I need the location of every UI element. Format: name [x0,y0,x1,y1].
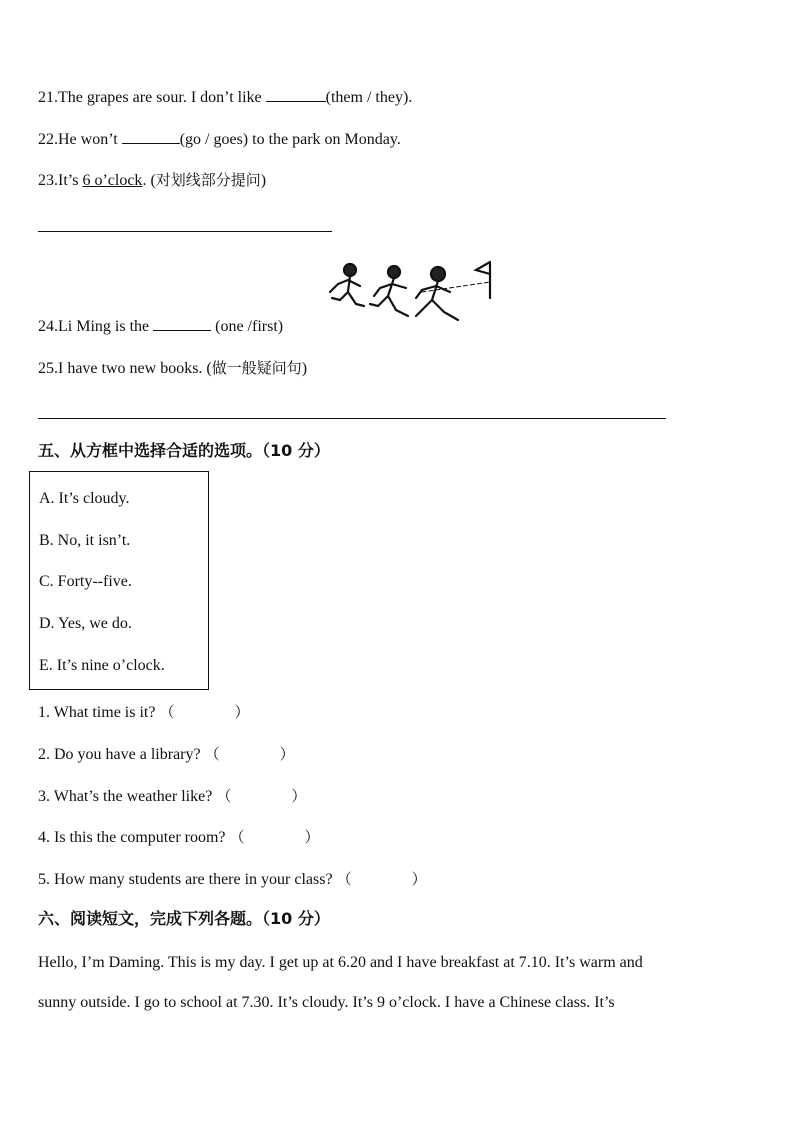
instruction: 做一般疑问句 [211,359,302,377]
question-number: 25. [38,360,58,377]
question-choices: (go / goes) to the park on Monday. [179,131,401,148]
question-number: 23. [38,172,58,189]
question-text: 3. What’s the weather like? [38,788,213,805]
match-question-3 [38,786,306,807]
underlined-phrase: 6 o’clock [82,172,143,189]
question-text: 1. What time is it? [38,704,156,721]
section-6-heading: 六、阅读短文，完成下列各题。（10 分） [38,909,330,928]
question-24 [38,316,283,337]
question-text: I have two new books. ( [58,360,212,377]
answer-parentheses[interactable]: （ ） [204,745,295,763]
answer-line-23[interactable] [38,231,332,232]
question-prefix: It’s [58,172,83,189]
running-race-illustration [324,258,502,334]
question-text: 2. Do you have a library? [38,746,201,763]
section-5-heading: 五、从方框中选择合适的选项。（10 分） [38,441,330,460]
instruction: 对划线部分提问 [155,171,261,189]
question-21 [38,87,412,108]
match-question-1 [38,702,249,723]
question-22 [38,129,401,150]
match-question-2 [38,744,295,765]
option-b: B. No, it isn’t. [39,532,131,549]
option-d: D. Yes, we do. [39,615,132,632]
question-25 [38,358,307,379]
question-text: The grapes are sour. I don’t like [58,89,266,106]
question-choices: (one /first) [211,318,284,335]
question-choices: (them / they). [325,89,413,106]
answer-blank[interactable] [153,316,211,331]
close-paren: ) [260,172,267,189]
answer-line-25[interactable] [38,418,666,419]
passage-line-2: sunny outside. I go to school at 7.30. It’s cloudy. It’s 9 o’clock. I have a Chinese class. It’s [38,994,615,1011]
options-box [29,471,209,690]
question-text: 5. How many students are there in your class? [38,871,333,888]
question-number: 24. [38,318,58,335]
question-number: 21. [38,89,58,106]
question-suffix: . ( [142,172,156,189]
option-e: E. It’s nine o’clock. [39,657,165,674]
close-paren: ) [301,360,308,377]
option-a: A. It’s cloudy. [39,490,130,507]
question-number: 22. [38,131,58,148]
answer-parentheses[interactable]: （ ） [336,870,427,888]
question-text: He won’t [58,131,122,148]
option-c: C. Forty--five. [39,573,132,590]
answer-parentheses[interactable]: （ ） [159,703,250,721]
answer-parentheses[interactable]: （ ） [216,787,307,805]
answer-blank[interactable] [122,129,180,144]
passage-line-1: Hello, I’m Daming. This is my day. I get up at 6.20 and I have breakfast at 7.10. It’s warm and [38,954,643,971]
match-question-4 [38,827,320,848]
question-text: Li Ming is the [58,318,154,335]
answer-parentheses[interactable]: （ ） [229,828,320,846]
answer-blank[interactable] [266,87,326,102]
question-text: 4. Is this the computer room? [38,829,226,846]
match-question-5 [38,869,427,890]
question-23 [38,170,266,191]
